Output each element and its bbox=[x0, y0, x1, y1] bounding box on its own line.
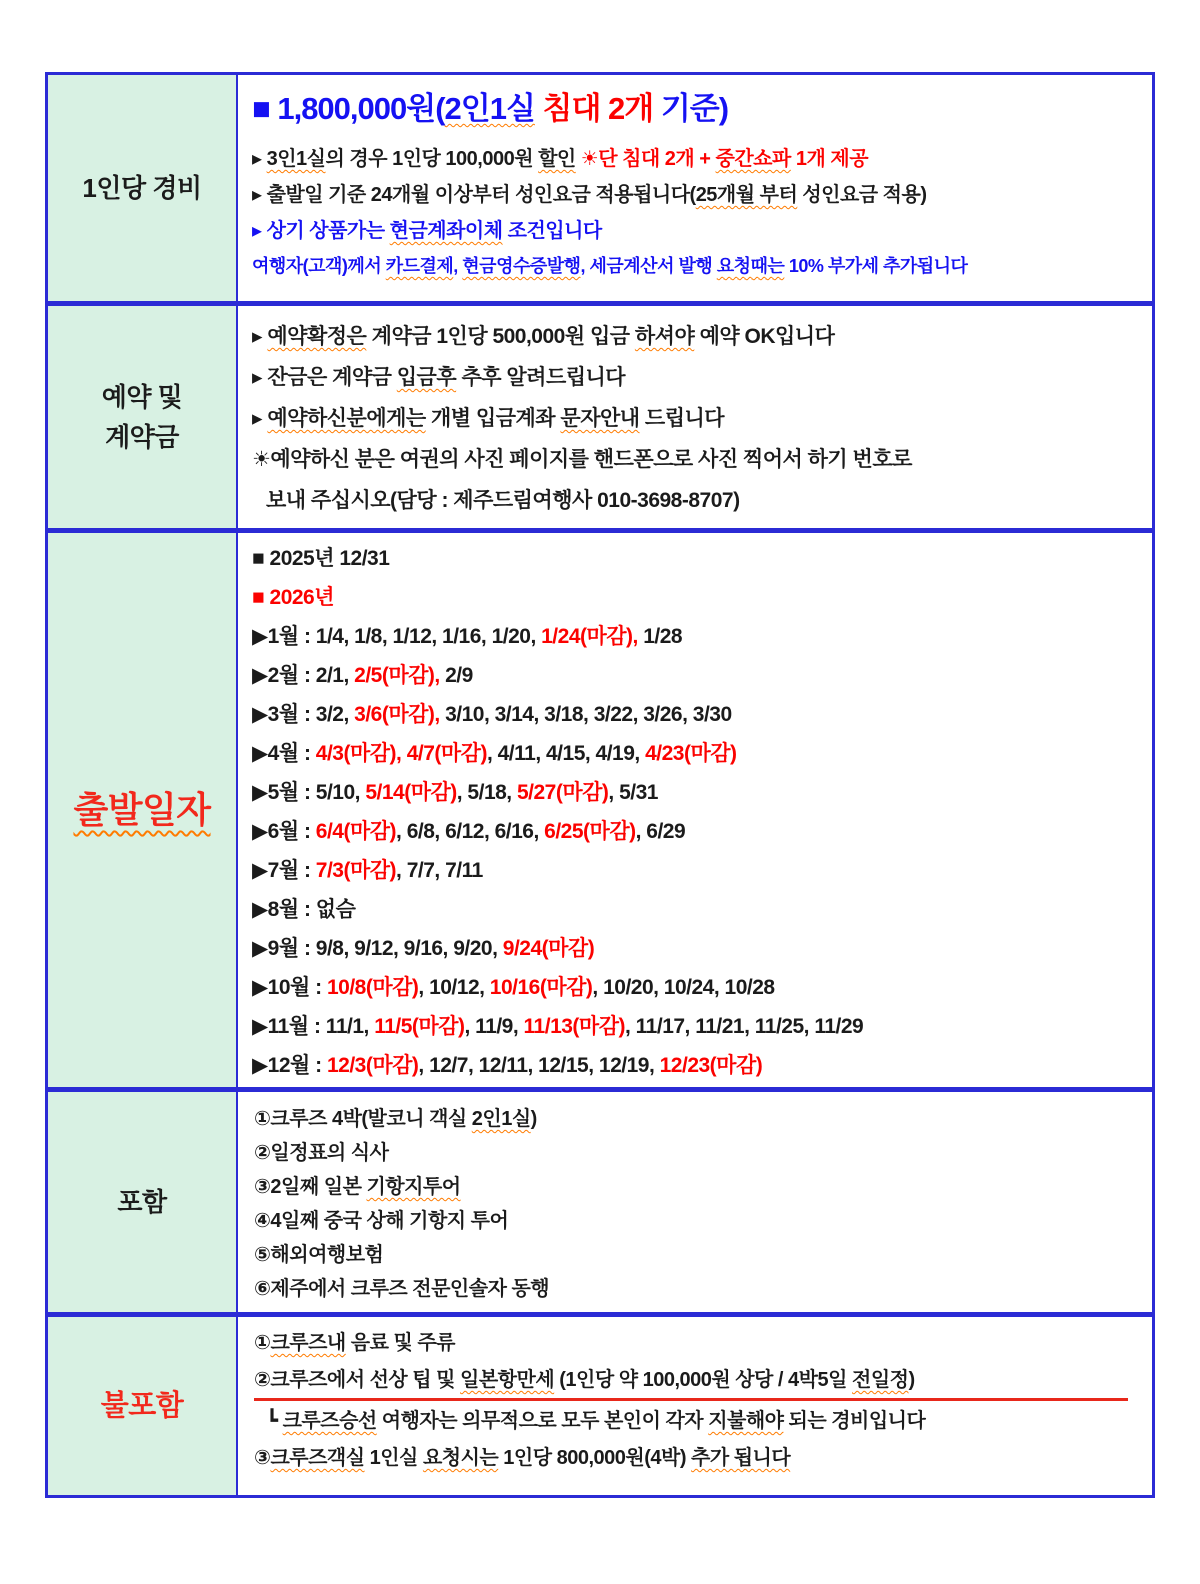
content-line bbox=[252, 851, 1142, 890]
text-segment: ) bbox=[908, 1369, 915, 1391]
row-content-price-per-person bbox=[238, 75, 1152, 301]
row-label-text: 1인당 경비 bbox=[82, 172, 202, 203]
content-line bbox=[252, 249, 1142, 283]
text-segment: 10/16(마감) bbox=[489, 976, 593, 999]
text-segment: 2/9 bbox=[439, 664, 473, 687]
text-segment: 크루즈내 bbox=[270, 1332, 346, 1354]
content-line bbox=[252, 695, 1142, 734]
text-segment: 10% 부가세 추가됩니다 bbox=[784, 256, 968, 276]
text-segment: 입금후 bbox=[396, 366, 457, 389]
text-segment: 일본항만세 bbox=[460, 1369, 555, 1391]
text-segment: 계약금 1인당 500,000원 입금 bbox=[366, 325, 635, 348]
text-segment: 2인1실 bbox=[471, 1108, 531, 1130]
text-segment: 개별 입금계좌 bbox=[425, 407, 561, 430]
text-segment: 1/24(마감), bbox=[541, 625, 638, 648]
content-line bbox=[252, 316, 1142, 357]
row-label-text: 출발일자 bbox=[73, 789, 211, 831]
text-segment: , 6/29 bbox=[635, 820, 686, 843]
text-segment: ■ 1,800,000원( bbox=[252, 91, 445, 126]
text-segment: 지불해야 bbox=[708, 1410, 784, 1432]
content-line bbox=[252, 398, 1142, 439]
text-segment: 문자안내 bbox=[560, 407, 640, 430]
text-segment: 12/23(마감) bbox=[659, 1054, 763, 1077]
text-segment: ⑤해외여행보험 bbox=[254, 1244, 384, 1266]
content-line bbox=[252, 1046, 1142, 1085]
text-segment: 할인 bbox=[538, 148, 576, 170]
text-segment: 하셔야 bbox=[634, 325, 695, 348]
text-segment: 성인요금 적용) bbox=[797, 184, 927, 206]
text-segment: 추가 됩니다 bbox=[691, 1447, 791, 1469]
text-segment: 6/4(마감) bbox=[315, 820, 397, 843]
content-line bbox=[254, 1440, 1142, 1477]
text-segment: ☀단 침대 2개 + bbox=[580, 148, 716, 170]
text-segment: ) bbox=[530, 1108, 537, 1130]
content-line bbox=[252, 578, 1142, 617]
text-segment: ▶2월 : 2/1, bbox=[252, 664, 355, 687]
content-line bbox=[252, 1007, 1142, 1046]
content-line bbox=[252, 480, 1142, 521]
content-line bbox=[252, 773, 1142, 812]
row-label-excluded bbox=[48, 1317, 238, 1495]
content-line bbox=[254, 1136, 1142, 1170]
text-segment: 의 경우 1인당 100,000원 bbox=[325, 148, 539, 170]
text-segment: ▸ bbox=[252, 148, 267, 170]
row-content-deposit bbox=[238, 306, 1152, 528]
text-segment: ■ 2025년 12/31 bbox=[252, 547, 390, 570]
text-segment: 예약 OK입니다 bbox=[694, 325, 835, 348]
text-segment: 보내 주십시오(담당 : 제주드림여행사 010-3698-8707) bbox=[266, 489, 740, 512]
text-segment: ③ bbox=[254, 1447, 271, 1469]
text-segment: 되는 경비입니다 bbox=[783, 1410, 926, 1432]
text-segment: ▶7월 : bbox=[252, 859, 316, 882]
text-segment: 추후 알려드립니다 bbox=[456, 366, 626, 389]
text-segment: ▶11월 : 11/1, bbox=[252, 1015, 375, 1038]
text-segment: 4/23(마감) bbox=[645, 742, 737, 765]
text-segment: 요청시는 bbox=[422, 1447, 499, 1469]
text-segment: , 10/20, 10/24, 10/28 bbox=[592, 976, 775, 999]
text-segment: 기준) bbox=[653, 91, 729, 126]
text-segment: 카드결제 bbox=[385, 256, 454, 276]
text-segment: 여행자(고객)께서 bbox=[252, 256, 386, 276]
text-segment: 7/3(마감) bbox=[315, 859, 397, 882]
row-content-included bbox=[238, 1092, 1152, 1312]
text-segment: 5/27(마감) bbox=[516, 781, 609, 804]
text-segment: 침대 2개 bbox=[542, 91, 654, 126]
text-segment: 크루즈승선 bbox=[282, 1410, 377, 1432]
row-label-price-per-person bbox=[48, 75, 238, 301]
text-segment: , 10/12, bbox=[418, 976, 490, 999]
row-label-text: 계약금 bbox=[105, 422, 179, 452]
text-segment: 1인당 800,000원(4박) bbox=[498, 1447, 692, 1469]
text-segment: , 세금계산서 발행 bbox=[580, 256, 717, 276]
text-segment: , 11/9, bbox=[464, 1015, 524, 1038]
row-label-deposit bbox=[48, 306, 238, 528]
content-line bbox=[252, 177, 1142, 213]
content-line bbox=[254, 1238, 1142, 1272]
text-segment: 전일정 bbox=[852, 1369, 909, 1391]
text-segment: ▶9월 : 9/8, 9/12, 9/16, 9/20, bbox=[252, 937, 503, 960]
row-label-departure-dates bbox=[48, 533, 238, 1087]
text-segment: , 6/8, 6/12, 6/16, bbox=[396, 820, 545, 843]
content-line bbox=[252, 213, 1142, 249]
text-segment: ▸ 출발일 기준 24개월 이상부터 성인요금 적용됩니다( bbox=[252, 184, 696, 206]
text-segment: 중간쇼파 bbox=[715, 148, 791, 170]
content-line bbox=[254, 1325, 1142, 1362]
text-segment: 11/5(마감) bbox=[374, 1015, 465, 1038]
row-content-departure-dates bbox=[238, 533, 1152, 1087]
text-segment: ☀예약하신 분은 여권의 사진 페이지를 핸드폰으로 사진 찍어서 하기 번호로 bbox=[252, 448, 912, 471]
content-line bbox=[252, 929, 1142, 968]
text-segment: ②크루즈에서 선상 팁 및 bbox=[254, 1369, 461, 1391]
content-line bbox=[252, 439, 1142, 480]
text-segment: 12/3(마감) bbox=[326, 1054, 419, 1077]
text-segment: ▶4월 : bbox=[252, 742, 316, 765]
text-segment: 크루즈객실 bbox=[270, 1447, 365, 1469]
text-segment: 여행자는 의무적으로 모두 본인이 각자 bbox=[376, 1410, 709, 1432]
text-segment: ④4일째 중국 상해 기항지 투어 bbox=[254, 1210, 509, 1232]
text-segment: 3인1실 bbox=[266, 148, 326, 170]
text-segment: 10/8(마감) bbox=[326, 976, 419, 999]
table-row-included bbox=[48, 1092, 1152, 1312]
content-line bbox=[252, 656, 1142, 695]
text-segment: 음료 및 주류 bbox=[345, 1332, 455, 1354]
text-segment: , 5/31 bbox=[608, 781, 658, 804]
table-row-price-per-person bbox=[48, 75, 1152, 301]
text-segment: 5/14(마감) bbox=[365, 781, 457, 804]
text-segment: ▶3월 : 3/2, bbox=[252, 703, 355, 726]
text-segment: 현금계좌이체 bbox=[389, 220, 503, 242]
pricing-table bbox=[45, 72, 1155, 1498]
text-segment: ① bbox=[254, 1332, 271, 1354]
text-segment bbox=[535, 91, 543, 126]
text-segment: , bbox=[453, 256, 463, 276]
content-line bbox=[252, 734, 1142, 773]
row-label-text: 예약 및 bbox=[101, 381, 183, 412]
text-segment: ③2일째 일본 bbox=[254, 1176, 367, 1198]
content-line bbox=[252, 890, 1142, 929]
content-line bbox=[254, 1102, 1142, 1136]
text-segment: 3/10, 3/14, 3/18, 3/22, 3/26, 3/30 bbox=[439, 703, 732, 726]
content-line bbox=[252, 617, 1142, 656]
content-line bbox=[252, 539, 1142, 578]
text-segment: , 5/18, bbox=[456, 781, 517, 804]
text-segment: , 4/11, 4/15, 4/19, bbox=[486, 742, 646, 765]
text-segment: ▶10월 : bbox=[252, 976, 327, 999]
text-segment: ▶1월 : 1/4, 1/8, 1/12, 1/16, 1/20, bbox=[252, 625, 542, 648]
text-segment: ▶8월 : 없슴 bbox=[252, 898, 356, 921]
content-line bbox=[252, 357, 1142, 398]
content-line bbox=[254, 1362, 1142, 1399]
content-line bbox=[252, 968, 1142, 1007]
text-segment: 1/28 bbox=[637, 625, 683, 648]
text-segment: 드립니다 bbox=[639, 407, 725, 430]
text-segment: 예약확정은 bbox=[267, 325, 367, 348]
table-row-departure-dates bbox=[48, 533, 1152, 1087]
text-segment: 11/13(마감) bbox=[523, 1015, 625, 1038]
text-segment: ②일정표의 식사 bbox=[254, 1142, 389, 1164]
row-label-text: 포함 bbox=[117, 1186, 167, 1217]
text-segment: ▶12월 : bbox=[252, 1054, 327, 1077]
text-segment: 4/3(마감), 4/7(마감) bbox=[315, 742, 487, 765]
text-segment: ▶6월 : bbox=[252, 820, 316, 843]
text-segment: 2/5(마감), bbox=[354, 664, 440, 687]
text-segment: ▸ 상기 상품가는 bbox=[252, 220, 390, 242]
text-segment: ▸ 잔금은 계약금 bbox=[252, 366, 397, 389]
row-label-text: 불포함 bbox=[100, 1389, 184, 1422]
text-segment: 현금영수증발행 bbox=[462, 256, 581, 276]
text-segment: 예약하신분에게는 bbox=[267, 407, 426, 430]
row-label-included bbox=[48, 1092, 238, 1312]
text-segment: 9/24(마감) bbox=[502, 937, 595, 960]
text-segment: ■ 2026년 bbox=[252, 586, 335, 609]
content-line bbox=[252, 812, 1142, 851]
table-row-deposit bbox=[48, 306, 1152, 528]
text-segment: 1개 제공 bbox=[790, 148, 869, 170]
content-line bbox=[252, 141, 1142, 177]
text-segment: (1인당 약 100,000원 상당 / 4박5일 bbox=[554, 1369, 852, 1391]
content-line bbox=[254, 1272, 1142, 1306]
text-segment: ①크루즈 4박(발코니 객실 bbox=[254, 1108, 472, 1130]
text-segment: 3/6(마감), bbox=[354, 703, 440, 726]
text-segment: , 12/7, 12/11, 12/15, 12/19, bbox=[418, 1054, 660, 1077]
page bbox=[0, 72, 1200, 1584]
table-row-excluded bbox=[48, 1317, 1152, 1495]
text-segment: ┗ bbox=[266, 1410, 283, 1432]
text-segment: 25개월 부터 bbox=[695, 184, 798, 206]
content-line bbox=[254, 1403, 1142, 1440]
text-segment: 2인1실 bbox=[444, 91, 535, 126]
text-segment: , 7/7, 7/11 bbox=[396, 859, 483, 882]
text-segment: , 11/17, 11/21, 11/25, 11/29 bbox=[624, 1015, 864, 1038]
text-segment: ▸ bbox=[252, 407, 268, 430]
text-segment: 기항지투어 bbox=[366, 1176, 461, 1198]
text-segment: ⑥제주에서 크루즈 전문인솔자 동행 bbox=[254, 1278, 550, 1300]
text-segment: ▶5월 : 5/10, bbox=[252, 781, 366, 804]
content-line bbox=[254, 1170, 1142, 1204]
row-content-excluded bbox=[238, 1317, 1152, 1495]
text-segment: 조건입니다 bbox=[502, 220, 602, 242]
content-line bbox=[254, 1204, 1142, 1238]
text-segment: 6/25(마감) bbox=[544, 820, 636, 843]
text-segment: 요청때는 bbox=[716, 256, 785, 276]
text-segment: 1인실 bbox=[364, 1447, 423, 1469]
content-line bbox=[252, 83, 1142, 135]
text-segment: ▸ bbox=[252, 325, 268, 348]
